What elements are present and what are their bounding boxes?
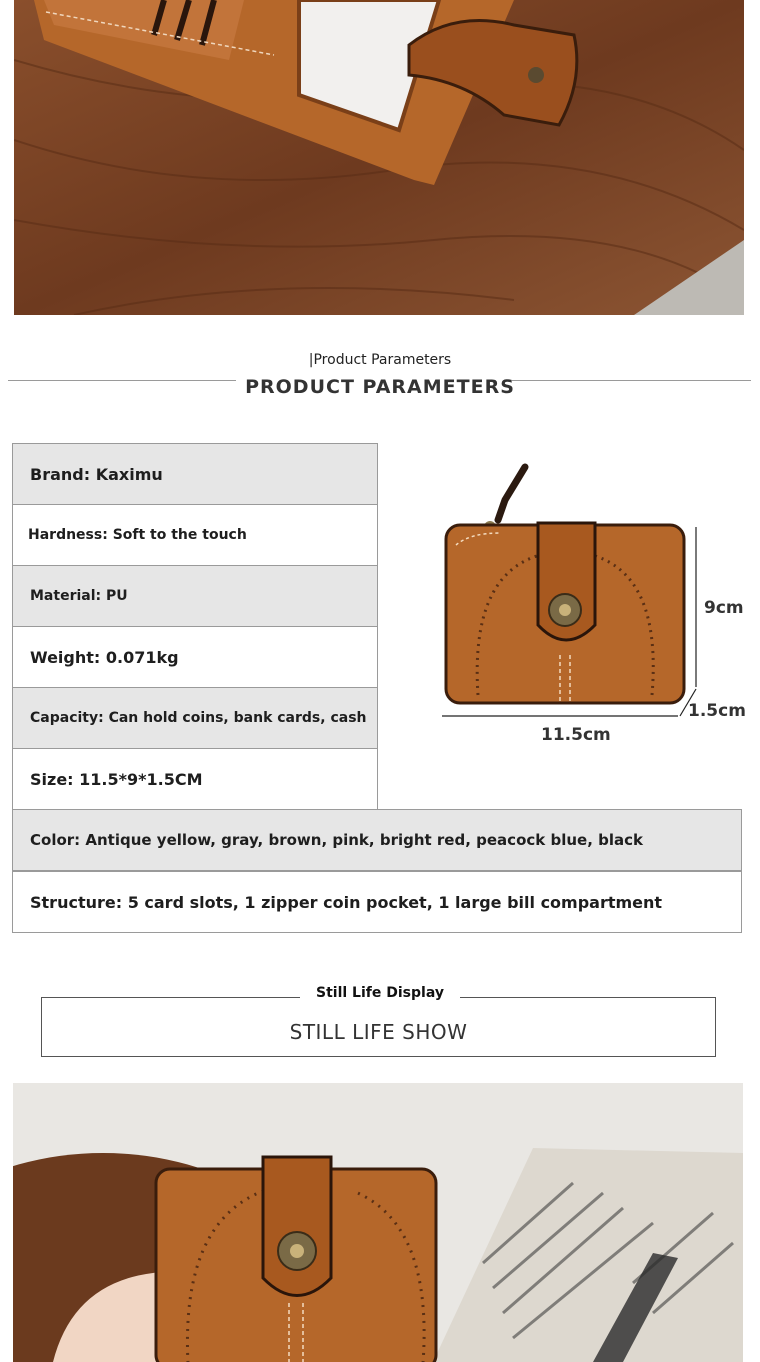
still-life-title: STILL LIFE SHOW — [289, 1020, 468, 1044]
params-title: PRODUCT PARAMETERS — [245, 376, 515, 398]
param-size: Size: 11.5*9*1.5CM — [12, 748, 378, 810]
param-material: Material: PU — [12, 565, 378, 627]
dimension-width-label: 11.5cm — [541, 725, 611, 745]
param-capacity: Capacity: Can hold coins, bank cards, cash — [12, 687, 378, 749]
params-subtitle: |Product Parameters — [308, 352, 452, 368]
param-structure: Structure: 5 card slots, 1 zipper coin pocket, 1 large bill compartment — [12, 871, 742, 933]
wallet-still-life-photo — [13, 1083, 743, 1362]
param-brand: Brand: Kaximu — [12, 443, 378, 505]
param-color: Color: Antique yellow, gray, brown, pink, bright red, peacock blue, black — [12, 809, 742, 871]
wallet-dimension-diagram — [430, 455, 750, 755]
param-weight: Weight: 0.071kg — [12, 626, 378, 688]
param-hardness: Hardness: Soft to the touch — [12, 504, 378, 566]
dimension-height-label: 9cm — [704, 598, 744, 618]
still-life-subtitle: Still Life Display — [300, 985, 460, 1001]
wallet-open-photo — [14, 0, 744, 315]
dimension-depth-label: 1.5cm — [688, 701, 746, 721]
